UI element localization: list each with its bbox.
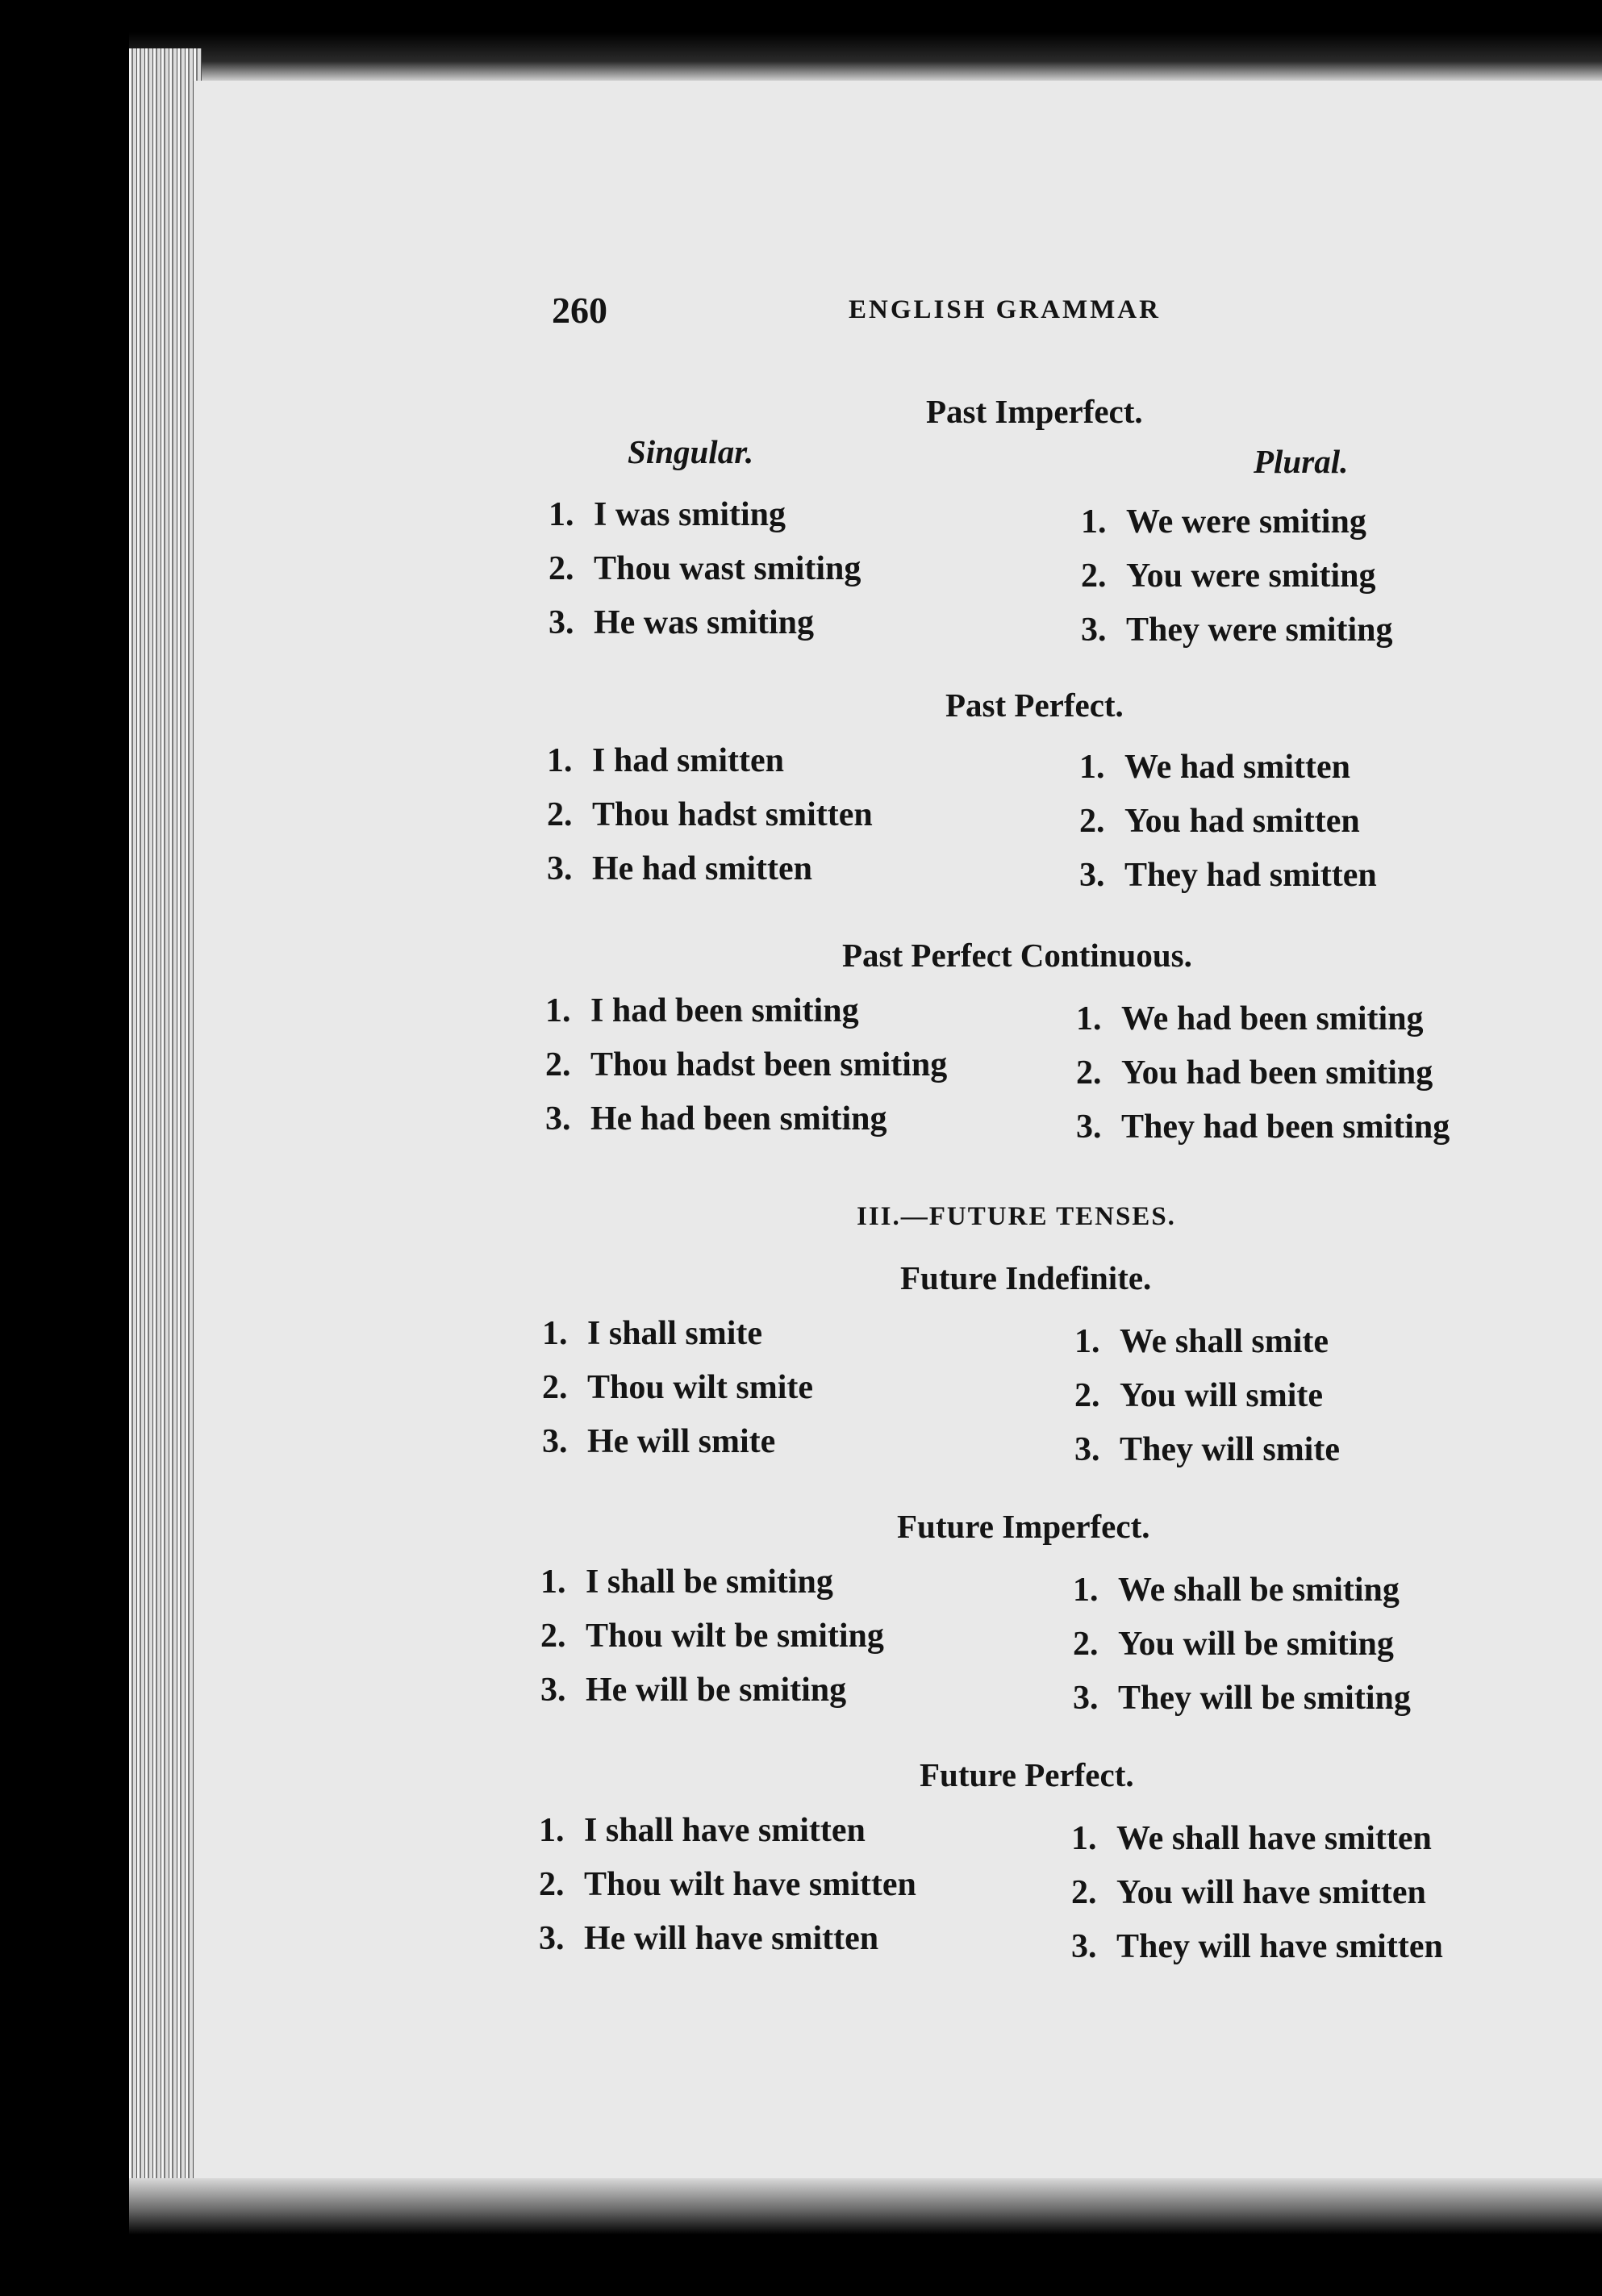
plural-list — [1074, 1315, 1340, 1477]
list-item: 2. You will have smitten — [1071, 1874, 1426, 1911]
list-item: 3. They had smitten — [1079, 857, 1377, 894]
list-item: 3. He was smiting — [549, 604, 814, 641]
list-item: 1. We had smitten — [1079, 749, 1351, 786]
page-number: 260 — [552, 290, 607, 331]
list-item: 1. I had smitten — [547, 742, 785, 779]
list-item: 3. He had been smiting — [545, 1100, 887, 1138]
list-item: 3. He will have smitten — [539, 1920, 879, 1957]
list-item: 1. We shall have smitten — [1071, 1820, 1432, 1857]
list-item: 3. They will have smitten — [1071, 1928, 1443, 1965]
singular-list — [547, 734, 873, 896]
singular-list — [545, 984, 947, 1146]
tense-heading: Future Perfect. — [920, 1756, 1134, 1793]
plural-column-header: Plural. — [1254, 443, 1349, 480]
list-item: 1. We shall smite — [1074, 1323, 1329, 1360]
list-item: 2. You will be smiting — [1073, 1626, 1394, 1663]
list-item: 2. Thou hadst been smiting — [545, 1046, 948, 1083]
list-item: 3. They will smite — [1074, 1431, 1340, 1468]
list-item: 2. You were smiting — [1081, 557, 1376, 595]
list-item: 1. We had been smiting — [1076, 1000, 1424, 1037]
list-item: 3. He had smitten — [547, 850, 812, 887]
plural-list — [1079, 741, 1377, 903]
tense-heading: Past Imperfect. — [926, 393, 1143, 430]
singular-column-header: Singular. — [628, 433, 754, 470]
singular-list — [549, 488, 861, 650]
plural-list — [1073, 1563, 1411, 1726]
plural-list — [1076, 992, 1450, 1154]
list-item: 3. He will be smiting — [540, 1672, 847, 1709]
list-item: 2. You will smite — [1074, 1377, 1323, 1414]
scan-top-shadow — [129, 32, 1602, 81]
list-item: 3. They will be smiting — [1073, 1680, 1411, 1717]
tense-heading: Past Perfect Continuous. — [842, 937, 1192, 974]
list-item: 1. I shall be smiting — [540, 1563, 833, 1601]
list-item: 3. He will smite — [542, 1423, 776, 1460]
singular-list — [539, 1804, 916, 1966]
list-item: 2. Thou hadst smitten — [547, 796, 873, 833]
plural-list — [1081, 495, 1393, 657]
scan-bottom-shadow — [129, 2178, 1602, 2235]
list-item: 1. We shall be smiting — [1073, 1572, 1400, 1609]
list-item: 2. You had smitten — [1079, 803, 1360, 840]
plural-list — [1071, 1812, 1443, 1974]
list-item: 3. They had been smiting — [1076, 1108, 1450, 1146]
list-item: 2. Thou wast smiting — [549, 550, 861, 587]
list-item: 1. I shall have smitten — [539, 1812, 866, 1849]
list-item: 2. You had been smiting — [1076, 1054, 1433, 1092]
list-item: 1. I had been smiting — [545, 992, 859, 1029]
list-item: 1. I was smiting — [549, 496, 786, 533]
list-item: 3. They were smiting — [1081, 612, 1393, 649]
tense-heading: Future Imperfect. — [897, 1508, 1150, 1545]
running-title: ENGLISH GRAMMAR — [849, 295, 1161, 324]
list-item: 2. Thou wilt be smiting — [540, 1618, 884, 1655]
section-heading: III.—FUTURE TENSES. — [857, 1202, 1176, 1231]
singular-list — [540, 1555, 884, 1718]
singular-list — [542, 1307, 813, 1469]
tense-heading: Past Perfect. — [945, 687, 1124, 724]
list-item: 2. Thou wilt smite — [542, 1369, 814, 1406]
list-item: 2. Thou wilt have smitten — [539, 1866, 916, 1903]
list-item: 1. We were smiting — [1081, 503, 1366, 541]
page-edges — [129, 48, 202, 2210]
list-item: 1. I shall smite — [542, 1315, 763, 1352]
tense-heading: Future Indefinite. — [900, 1259, 1152, 1296]
